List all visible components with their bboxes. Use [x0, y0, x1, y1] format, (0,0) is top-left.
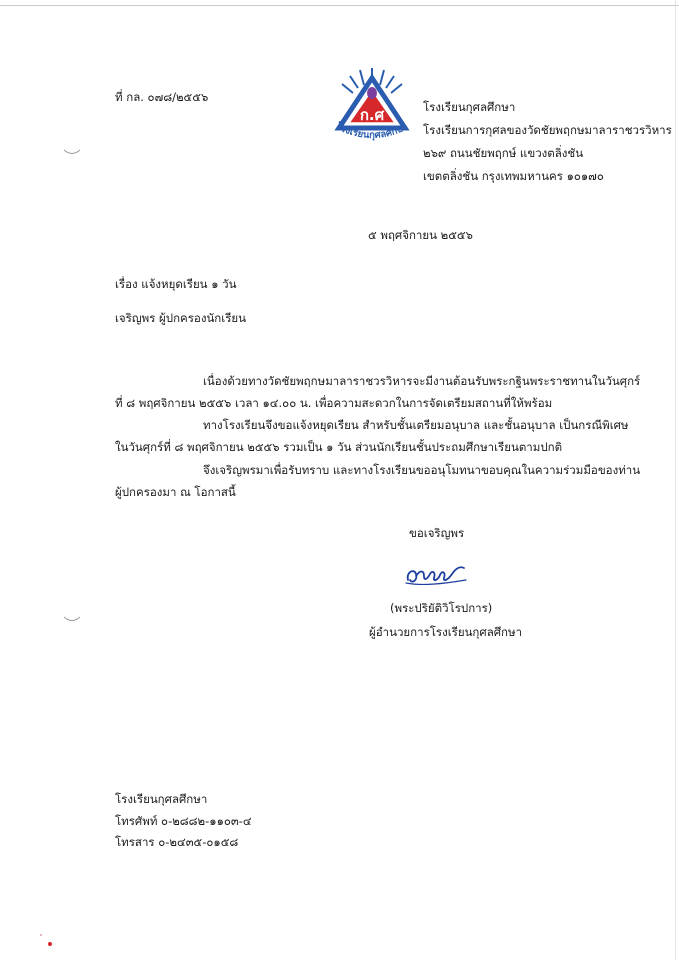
letter-salutation: เจริญพร ผู้ปกครองนักเรียน [115, 311, 246, 325]
school-emblem-icon [327, 62, 417, 146]
signer-name: (พระปริยัติวิโรปการ) [390, 601, 493, 615]
footer-school-name: โรงเรียนกุศลศึกษา [115, 792, 208, 806]
paragraph-2-line-2: ในวันศุกร์ที่ ๘ พฤศจิกายน ๒๕๕๖ รวมเป็น ๑ วัน ส่วนนักเรียนชั้นประถมศึกษาเรียนตามปกติ [115, 440, 563, 454]
letter-subject: เรื่อง แจ้งหยุดเรียน ๑ วัน [115, 277, 237, 291]
paragraph-3-line-1: จึงเจริญพรมาเพื่อรับทราบ และทางโรงเรียนขออนุโมทนาขอบคุณในความร่วมมือของท่าน [203, 463, 641, 477]
scan-speck [48, 942, 52, 946]
reference-number: ที่ กล. ๐๗๘/๒๕๕๖ [115, 90, 209, 104]
svg-text:ก.ศ: ก.ศ [359, 106, 385, 124]
footer-fax: โทรสาร ๐-๒๔๓๕-๐๑๕๘ [115, 835, 239, 849]
punch-mark [62, 148, 82, 158]
address-line: ๒๖๙ ถนนชัยพฤกษ์ แขวงตลิ่งชัน [423, 146, 584, 160]
address-line: โรงเรียนกุศลศึกษา [423, 100, 516, 114]
logo-school-name: โรงเรียนกุศลศึกษา [334, 121, 410, 142]
handwritten-signature [402, 560, 472, 590]
paragraph-1-line-2: ที่ ๘ พฤศจิกายน ๒๕๕๖ เวลา ๑๔.๐๐ น. เพื่อความสะดวกในการจัดเตรียมสถานที่ให้พร้อม [115, 396, 553, 410]
paragraph-1-line-1: เนื่องด้วยทางวัดชัยพฤกษมาลาราชวรวิหารจะมีงานต้อนรับพระกฐินพระราชทานในวันศุกร์ [203, 374, 641, 388]
punch-mark [62, 615, 82, 625]
scan-right-edge [675, 0, 676, 960]
school-address [423, 96, 672, 188]
paragraph-2-line-1: ทางโรงเรียนจึงขอแจ้งหยุดเรียน สำหรับชั้นเตรียมอนุบาล และชั้นอนุบาล เป็นกรณีพิเศษ [203, 418, 629, 432]
paragraph-3-line-2: ผู้ปกครองมา ณ โอกาสนี้ [115, 485, 236, 499]
letter-closing: ขอเจริญพร [409, 526, 465, 540]
school-logo [327, 62, 417, 146]
signer-title: ผู้อำนวยการโรงเรียนกุศลศึกษา [369, 625, 523, 639]
scan-speck [40, 934, 42, 936]
address-line: เขตตลิ่งชัน กรุงเทพมหานคร ๑๐๑๗๐ [423, 169, 604, 183]
letter-date: ๕ พฤศจิกายน ๒๕๕๖ [368, 228, 473, 242]
scan-top-edge [0, 0, 679, 6]
footer-phone: โทรศัพท์ ๐-๒๘๘๒-๑๑๐๓-๔ [115, 814, 252, 828]
address-line: โรงเรียนการกุศลของวัดชัยพฤกษมาลาราชวรวิหาร [423, 123, 672, 137]
